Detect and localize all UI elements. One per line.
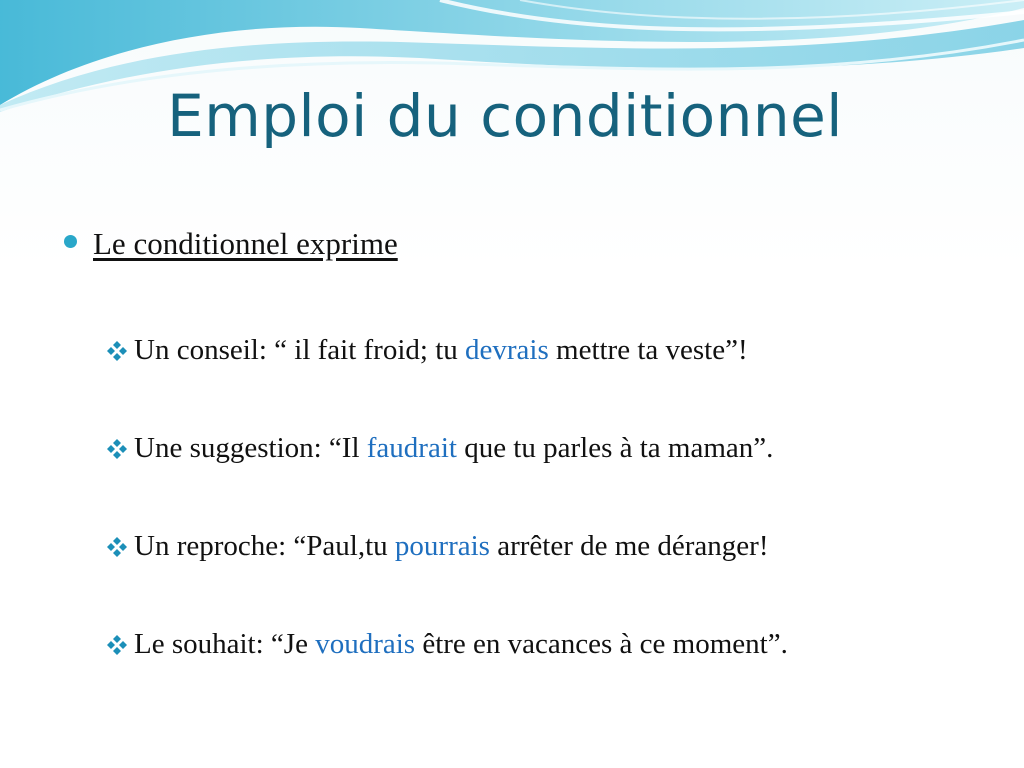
- sub-bullet-text-after: être en vacances à ce moment”.: [422, 627, 788, 660]
- sub-bullet-list: [106, 330, 788, 722]
- slide-title: Emploi du conditionnel: [167, 82, 843, 150]
- sub-bullet-text-after: arrêter de me déranger!: [497, 529, 769, 562]
- sub-bullet-text-before: Un reproche: “Paul,tu: [134, 529, 388, 562]
- four-diamond-icon: [106, 438, 128, 460]
- sub-bullet-item: [106, 624, 788, 664]
- conditional-verb: voudrais: [315, 627, 416, 660]
- sub-bullet-item: [106, 428, 788, 468]
- conditional-verb: pourrais: [394, 529, 490, 562]
- main-bullet: [64, 226, 398, 262]
- sub-bullet-text-before: Un conseil: “ il fait froid; tu: [134, 333, 458, 366]
- sub-bullet-item: [106, 526, 788, 566]
- sub-bullet-item: [106, 330, 788, 370]
- sub-bullet-text-before: Une suggestion: “Il: [134, 431, 360, 464]
- sub-bullet-text-after: mettre ta veste”!: [556, 333, 748, 366]
- four-diamond-icon: [106, 634, 128, 656]
- conditional-verb: faudrait: [366, 431, 457, 464]
- four-diamond-icon: [106, 536, 128, 558]
- four-diamond-icon: [106, 340, 128, 362]
- sub-bullet-text-before: Le souhait: “Je: [134, 627, 308, 660]
- main-bullet-text: Le conditionnel exprime: [93, 226, 398, 261]
- filled-circle-icon: [64, 235, 77, 248]
- conditional-verb: devrais: [465, 333, 549, 366]
- sub-bullet-text-after: que tu parles à ta maman”.: [464, 431, 774, 464]
